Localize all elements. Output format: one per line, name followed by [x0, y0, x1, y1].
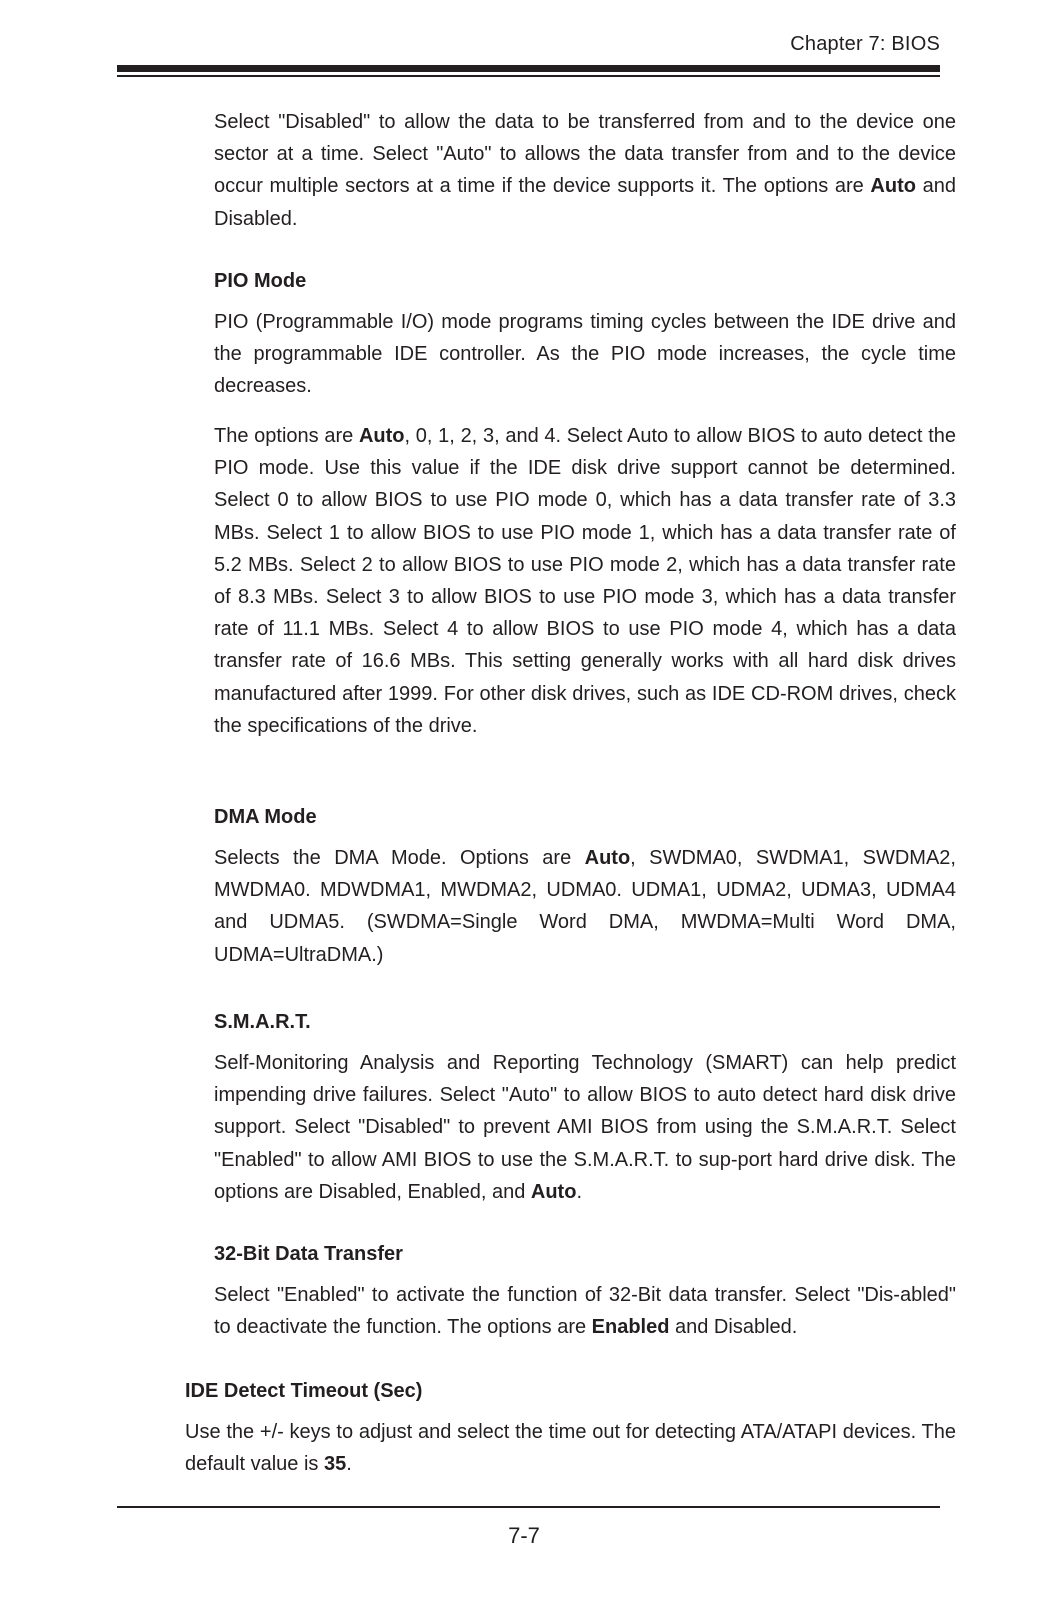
dma-mode-heading: DMA Mode — [214, 806, 317, 828]
smart-text: Self-Monitoring Analysis and Reporting Technology (SMART) can help predict impending drive failures. Select "Auto" to allow BIOS to auto detect hard disk drive support. Select "Disabled" to prevent AMI BIOS from using the S.M.A.R.T. Select "Enabled" to allow AMI BIOS to use the S.M.A.R.T. to sup-port hard drive disk. The options are Disabled, Enabled, and — [214, 1052, 956, 1203]
smart-default-option: Auto — [530, 1180, 577, 1203]
32bit-default-option: Enabled — [591, 1316, 670, 1339]
header-rule-thin — [117, 75, 940, 77]
32bit-transfer-heading: 32-Bit Data Transfer — [214, 1243, 403, 1265]
page-number: 7-7 — [508, 1523, 540, 1548]
pio-mode-options — [214, 420, 956, 742]
smart-description — [214, 1047, 956, 1208]
pio-default-option: Auto — [358, 425, 405, 447]
header-rule-thick — [117, 65, 940, 72]
intro-text: Select "Disabled" to allow the data to be transferred from and to the device one sector at a time. Select "Auto" to allows the data transfer from and to the device occur multiple sectors at a time if the device supports it. The options are — [214, 111, 956, 198]
intro-text-end: and Disabled. — [214, 175, 956, 230]
pio-mode-description: PIO (Programmable I/O) mode programs timing cycles between the IDE drive and the programmable IDE controller. As the PIO mode increases, the cycle time decreases. — [214, 311, 956, 398]
chapter-header: Chapter 7: BIOS — [790, 33, 940, 55]
ide-timeout-heading: IDE Detect Timeout (Sec) — [185, 1380, 423, 1402]
smart-text-end: . — [576, 1180, 582, 1203]
dma-mode-description — [214, 842, 956, 971]
intro-paragraph — [214, 106, 956, 235]
ide-timeout-text-end: . — [346, 1453, 352, 1476]
pio-options-text-end: , 0, 1, 2, 3, and 4. Select Auto to allow BIOS to auto detect the PIO mode. Use this value if the IDE disk drive support cannot be determined. Select 0 to allow BIOS to use PIO mode 0, which has a data transfer rate of 3.3 MBs. Select 1 to allow BIOS to use PIO mode 1, which has a data transfer rate of 5.2 MBs. Select 2 to allow BIOS to use PIO mode 2, which has a data transfer rate of 8.3 MBs. Select 3 to allow BIOS to use PIO mode 3, which has a data transfer rate of 11.1 MBs. Select 4 to allow BIOS to use PIO mode 4, which has a data transfer rate of 16.6 MBs. This setting generally works with all hard disk drives manufactured after 1999. For other disk drives, such as IDE CD-ROM drives, check the specifications of the drive. — [214, 425, 956, 737]
pio-mode-heading: PIO Mode — [214, 270, 307, 292]
32bit-transfer-description — [214, 1279, 956, 1343]
dma-default-option: Auto — [584, 847, 631, 869]
32bit-text-end: and Disabled. — [669, 1316, 798, 1339]
smart-heading: S.M.A.R.T. — [214, 1011, 311, 1033]
32bit-text: Select "Enabled" to activate the function of 32-Bit data transfer. Select "Dis-abled" to deactivate the function. The options are — [214, 1284, 956, 1339]
pio-options-text: The options are — [214, 425, 359, 447]
footer-rule — [117, 1506, 940, 1508]
dma-text-end: , SWDMA0, SWDMA1, SWDMA2, MWDMA0. MDWDMA1, MWDMA2, UDMA0. UDMA1, UDMA2, UDMA3, UDMA4 and UDMA5. (SWDMA=Single Word DMA, MWDMA=Multi Word DMA, UDMA=UltraDMA.) — [214, 847, 956, 966]
ide-timeout-default-value: 35 — [323, 1453, 347, 1476]
intro-default-option: Auto — [870, 175, 916, 198]
dma-text: Selects the DMA Mode. Options are — [214, 847, 585, 869]
ide-timeout-description — [185, 1416, 956, 1480]
ide-timeout-text: Use the +/- keys to adjust and select the time out for detecting ATA/ATAPI devices. The default value is — [185, 1421, 956, 1476]
